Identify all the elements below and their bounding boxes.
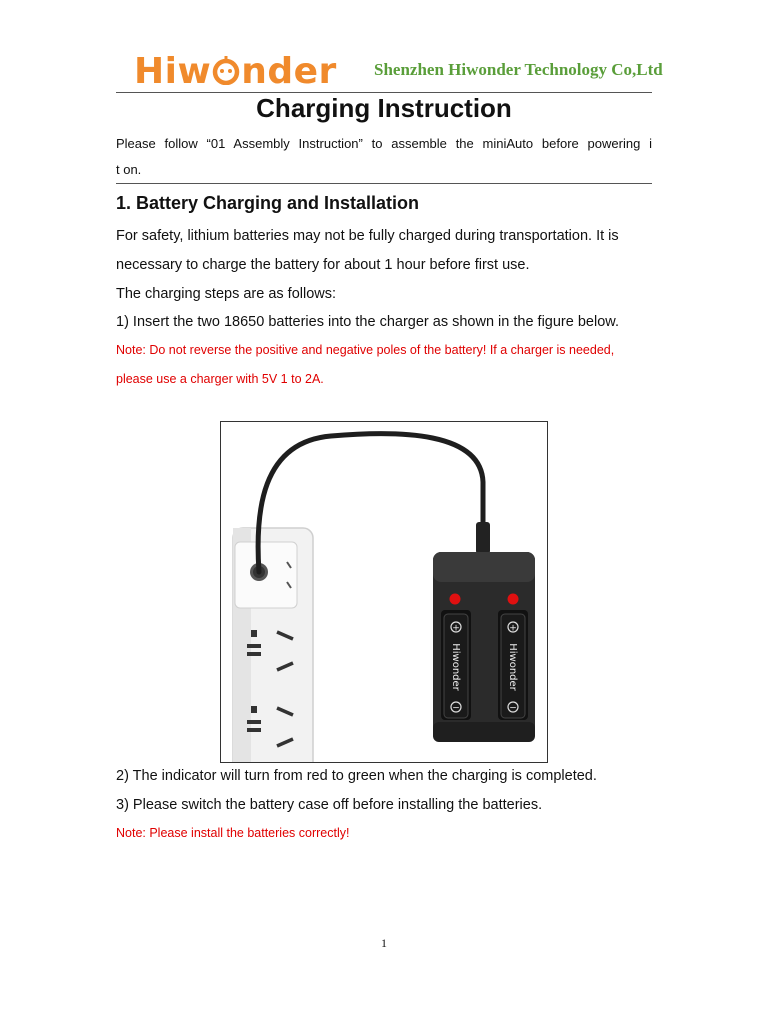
battery-left-label: Hiwonder — [450, 643, 461, 691]
divider — [116, 183, 652, 184]
intro-line-2: t on. — [116, 162, 142, 177]
section-heading: 1. Battery Charging and Installation — [116, 193, 420, 213]
charger-figure — [220, 421, 548, 763]
step-2: 2) The indicator will turn from red to green when the charging is completed. — [116, 768, 597, 784]
battery-right-label: Hiwonder — [507, 643, 518, 691]
battery-right-plus: + — [509, 623, 517, 634]
note-2: Note: Please install the batteries correctly! — [116, 826, 350, 840]
note-1-line-2: please use a charger with 5V 1 to 2A. — [116, 372, 324, 386]
logo-text-post: nder — [241, 51, 337, 92]
charger-illustration — [221, 422, 547, 762]
logo-text-pre: Hiw — [134, 51, 212, 92]
step-1: 1) Insert the two 18650 batteries into the charger as shown in the figure below. — [116, 314, 619, 330]
hiwonder-logo — [134, 52, 337, 92]
usb-connector — [476, 522, 490, 554]
company-name: Shenzhen Hiwonder Technology Co,Ltd — [374, 60, 663, 79]
battery-left-minus: − — [452, 703, 460, 714]
indicator-light-right — [508, 594, 519, 605]
logo-o-smiley-icon — [211, 57, 241, 83]
page-number: 1 — [381, 936, 387, 950]
paragraph-1-line-2: necessary to charge the battery for about 1 hour before first use. — [116, 257, 530, 273]
step-3: 3) Please switch the battery case off before installing the batteries. — [116, 797, 543, 813]
document-header — [116, 48, 663, 93]
page-title: Charging Instruction — [256, 93, 512, 123]
note-1-line-1: Note: Do not reverse the positive and negative poles of the battery! If a charger is needed, — [116, 343, 615, 357]
battery-right-minus: − — [509, 703, 517, 714]
paragraph-1-line-1: For safety, lithium batteries may not be fully charged during transportation. It is — [116, 228, 619, 244]
battery-left-plus: + — [452, 623, 460, 634]
paragraph-2: The charging steps are as follows: — [116, 286, 337, 302]
intro-line-1: Please follow “01 Assembly Instruction” to assemble the miniAuto before powering i — [116, 136, 652, 151]
power-strip — [233, 528, 313, 762]
indicator-light-left — [450, 594, 461, 605]
battery-charger — [433, 552, 535, 742]
